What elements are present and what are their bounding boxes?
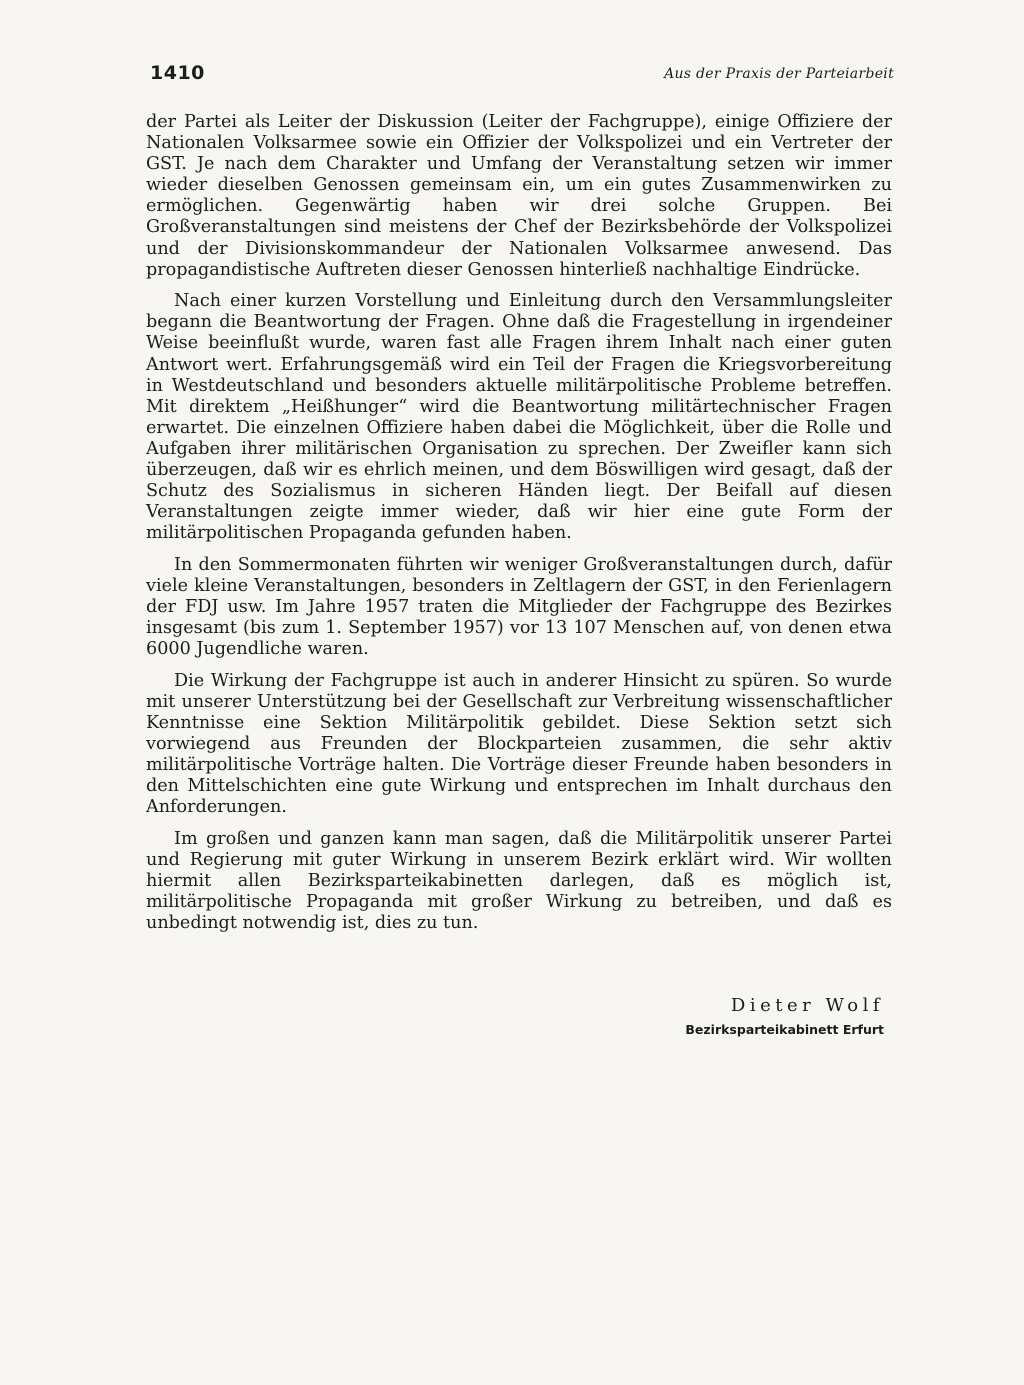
page-number: 1410 xyxy=(150,62,205,84)
paragraph: In den Sommermonaten führten wir weniger Großveranstaltungen durch, dafür viele kleine Veranstaltungen, besonders in Zeltlagern der GST, in den Ferienlagern der FDJ usw. Im Jahre 1957 traten die Mitglieder der Fachgruppe des Bezirkes insgesamt (bis zum 1. September 1957) vor 13 107 Menschen auf, von denen etwa 6000 Jugendliche waren. xyxy=(146,554,892,660)
paragraph: Im großen und ganzen kann man sagen, daß die Militärpolitik unserer Partei und Regierung mit guter Wirkung in unserem Bezirk erklärt wird. Wir wollten hiermit allen Bezirksparteikabinetten darlegen, daß es möglich ist, militärpolitische Propaganda mit großer Wirkung zu betreiben, und daß es unbedingt notwendig ist, dies zu tun. xyxy=(146,829,892,934)
paragraph-continuation: der Partei als Leiter der Diskussion (Leiter der Fachgruppe), einige Offiziere der Nationalen Volksarmee sowie ein Offizier der Volkspolizei und ein Vertreter der GST. Je nach dem Charakter und Umfang der Veranstaltung setzen wir immer wieder dieselben Genossen gemeinsam ein, um ein gutes Zusammenwirken zu ermöglichen. Gegenwärtig haben wir drei solche Gruppen. Bei Großveranstaltungen sind meistens der Chef der Bezirksbehörde der Volkspolizei und der Divisionskommandeur der Nationalen Volksarmee anwesend. Das propagandistische Auftreten dieser Genossen hinterließ nachhaltige Eindrücke. xyxy=(146,112,892,280)
paragraph: Die Wirkung der Fachgruppe ist auch in anderer Hinsicht zu spüren. So wurde mit unserer Unterstützung bei der Gesellschaft zur Verbreitung wissenschaftlicher Kenntnisse eine Sektion Militärpolitik gebildet. Diese Sektion setzt sich vorwiegend aus Freunden der Blockparteien zusammen, die sehr aktiv militärpolitische Vorträge halten. Die Vorträge dieser Freunde haben besonders in den Mittelschichten eine gute Wirkung und entsprechen im Inhalt durchaus den Anforderungen. xyxy=(146,670,892,818)
signature-block xyxy=(685,995,884,1037)
article-body xyxy=(146,112,892,934)
author-name: Dieter Wolf xyxy=(730,995,884,1016)
paragraph: Nach einer kurzen Vorstellung und Einleitung durch den Versammlungsleiter begann die Beantwortung der Fragen. Ohne daß die Fragestellung in irgendeiner Weise beeinflußt wurde, waren fast alle Fragen ihrem Inhalt nach einer guten Antwort wert. Erfahrungsgemäß wird ein Teil der Fragen die Kriegsvorbereitung in Westdeutschland und besonders aktuelle militärpolitische Probleme betreffen. Mit direktem „Heißhunger“ wird die Beantwortung militärtechnischer Fragen erwartet. Die einzelnen Offiziere haben dabei die Möglichkeit, über die Rolle und Aufgaben ihrer militärischen Organisation zu sprechen. Der Zweifler kann sich überzeugen, daß wir es ehrlich meinen, und dem Böswilligen wird gesagt, daß der Schutz des Sozialismus in sicheren Händen liegt. Der Beifall auf diesen Veranstaltungen zeigte immer wieder, daß wir hier eine gute Form der militärpolitischen Propaganda gefunden haben. xyxy=(146,291,892,544)
running-title: Aus der Praxis der Parteiarbeit xyxy=(664,66,894,82)
author-affiliation: Bezirksparteikabinett Erfurt xyxy=(685,1022,884,1037)
page-header xyxy=(150,62,894,90)
